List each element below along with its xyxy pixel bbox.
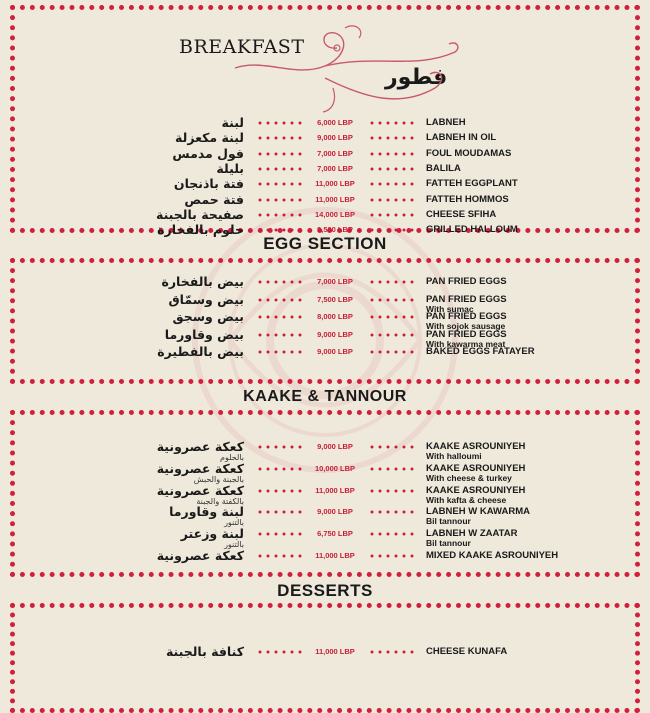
item-name-en-text: PAN FRIED EGGS <box>426 293 507 305</box>
item-price: 9,500 LBP <box>317 225 353 235</box>
item-name-en <box>426 132 496 143</box>
item-subtitle-ar: بالحلوم <box>220 453 244 462</box>
breakfast-title-ar: فطور <box>385 65 448 90</box>
item-name-ar <box>161 276 244 288</box>
dotted-leader <box>256 444 302 450</box>
item-subtitle-ar: بالتنور <box>224 518 244 528</box>
item-price: 9,000 LBP <box>317 507 353 517</box>
menu-item <box>10 441 640 465</box>
dotted-leader <box>256 135 302 141</box>
item-name-en-text: KAAKE ASROUNIYEH <box>426 484 526 496</box>
item-name-ar <box>184 191 244 207</box>
dotted-leader <box>368 135 414 141</box>
item-name-ar <box>166 646 244 658</box>
item-subtitle-en: With halloumi <box>426 451 482 461</box>
item-name-ar-text: كعكة عصرونية <box>156 482 244 498</box>
dotted-leader <box>368 332 414 338</box>
item-name-en <box>426 117 466 128</box>
item-name-ar-text: فول مدمس <box>172 145 244 161</box>
item-subtitle-en: With cheese & turkey <box>426 472 512 483</box>
breakfast-title-en: BREAKFAST <box>179 36 305 58</box>
dotted-leader <box>368 531 414 537</box>
item-name-ar-text: كنافة بالجبنة <box>165 644 244 659</box>
item-name-ar <box>169 506 244 527</box>
menu-item <box>10 528 640 552</box>
dotted-leader <box>256 488 302 494</box>
dotted-leader <box>368 444 414 450</box>
dotted-leader <box>368 166 414 172</box>
dotted-leader <box>368 297 414 303</box>
egg-section-title: EGG SECTION <box>263 234 387 253</box>
item-price: 9,000 LBP <box>317 442 353 451</box>
menu-item <box>10 460 640 487</box>
menu-item <box>10 346 640 370</box>
item-name-en <box>426 485 525 505</box>
dotted-leader <box>256 314 302 320</box>
menu-item <box>10 482 640 509</box>
dotted-leader <box>368 120 414 126</box>
item-price: 6,000 LBP <box>317 118 353 127</box>
dotted-leader <box>256 553 302 559</box>
item-name-ar <box>172 311 244 323</box>
item-price: 9,000 LBP <box>317 347 353 356</box>
item-name-en <box>426 463 525 483</box>
item-name-en <box>426 209 496 220</box>
dotted-leader <box>256 509 302 515</box>
item-name-ar-text: كعكة عصرونية <box>156 460 244 476</box>
dotted-leader <box>256 466 302 472</box>
item-name-en-text: PAN FRIED EGGS <box>426 276 507 287</box>
dotted-leader <box>368 212 414 218</box>
item-subtitle-en: Bil tannour <box>426 538 471 549</box>
dotted-leader <box>368 279 414 285</box>
item-name-en <box>426 148 511 159</box>
item-name-ar <box>156 482 244 506</box>
dotted-leader <box>368 649 414 655</box>
item-name-ar-text: بيض بالفطيرة <box>157 344 244 359</box>
item-subtitle-en: Bil tannour <box>426 516 471 527</box>
item-name-en-text: FATTEH EGGPLANT <box>426 178 518 190</box>
item-name-en-text: GRILLED HALLOUM <box>426 224 518 236</box>
dotted-leader <box>256 279 302 285</box>
item-price: 9,000 LBP <box>317 329 353 339</box>
item-price: 11,000 LBP <box>315 179 355 189</box>
item-name-ar-text: بيض وسمّاق <box>168 291 244 307</box>
dotted-leader <box>256 181 302 187</box>
item-name-en-text: CHEESE SFIHA <box>426 208 497 220</box>
item-price: 7,500 LBP <box>317 294 353 304</box>
item-name-en <box>426 506 530 526</box>
item-subtitle-en: With sumac <box>426 303 474 314</box>
kaake-section-box <box>10 410 640 577</box>
dotted-leader <box>256 120 302 126</box>
item-name-ar-text: لبنة مكعزلة <box>175 130 244 146</box>
item-name-ar <box>168 291 244 307</box>
item-name-ar-text: بليلة <box>216 160 244 176</box>
item-name-ar <box>172 145 244 161</box>
item-name-en-text: CHEESE KUNAFA <box>426 646 508 657</box>
item-name-ar <box>156 206 244 222</box>
dotted-leader <box>256 531 302 537</box>
item-price: 7,000 LBP <box>317 163 353 173</box>
item-name-ar-text: بيض بالفخارة <box>161 274 244 289</box>
item-name-en <box>426 194 509 205</box>
menu-item <box>10 506 640 530</box>
item-name-ar-text: لبنة وزعتر <box>180 526 244 542</box>
item-name-ar-text: لبنة وقاورما <box>169 504 244 520</box>
dotted-leader <box>368 151 414 157</box>
item-name-ar-text: لبنة <box>221 115 244 130</box>
item-name-ar <box>181 528 244 549</box>
item-price: 11,000 LBP <box>315 551 355 560</box>
item-name-ar <box>157 441 244 462</box>
flourish-ornament-icon <box>225 18 465 118</box>
item-name-en-text: KAAKE ASROUNIYEH <box>426 441 526 452</box>
item-name-ar-text: بيض وقاورما <box>164 326 244 342</box>
item-name-ar <box>216 160 244 176</box>
item-subtitle-ar: بالتنور <box>224 540 244 550</box>
dotted-leader <box>256 349 302 355</box>
item-name-ar <box>175 132 244 144</box>
dotted-leader <box>368 466 414 472</box>
desserts-section-box <box>10 603 640 713</box>
item-name-en-text: PAN FRIED EGGS <box>426 328 507 340</box>
item-name-ar <box>157 550 244 562</box>
item-name-ar <box>174 178 244 190</box>
dotted-leader <box>256 212 302 218</box>
dotted-leader <box>256 166 302 172</box>
item-name-en <box>426 528 517 548</box>
item-price: 11,000 LBP <box>315 194 355 204</box>
item-name-en <box>426 646 507 657</box>
item-name-en-text: PAN FRIED EGGS <box>426 311 507 322</box>
item-subtitle-en: With sojok sausage <box>426 321 506 331</box>
item-name-ar-text: كعكة عصرونية <box>156 548 244 563</box>
dotted-leader <box>368 181 414 187</box>
item-price: 14,000 LBP <box>314 209 356 219</box>
breakfast-box <box>10 5 640 238</box>
item-price: 11,000 LBP <box>315 647 355 656</box>
dotted-leader <box>256 227 302 233</box>
item-subtitle-ar: بالكفتة والجبنة <box>196 496 244 506</box>
menu-item <box>10 550 640 574</box>
item-name-en-text: BALILA <box>426 162 461 174</box>
dotted-leader <box>368 227 414 233</box>
item-price: 10,000 LBP <box>314 463 356 473</box>
menu-item <box>10 646 640 670</box>
item-name-ar <box>157 346 244 358</box>
item-price: 9,000 LBP <box>317 133 353 143</box>
item-price: 7,000 LBP <box>317 148 353 158</box>
item-name-en <box>426 178 518 189</box>
item-price: 7,000 LBP <box>317 277 353 286</box>
dotted-leader <box>256 197 302 203</box>
item-name-en-text: LABNEH IN OIL <box>426 132 497 144</box>
dotted-leader <box>368 488 414 494</box>
item-name-en <box>426 550 558 561</box>
item-name-en <box>426 163 461 174</box>
item-name-ar <box>222 117 244 129</box>
egg-section-box <box>10 258 640 384</box>
desserts-section-title: DESSERTS <box>277 581 373 600</box>
item-name-en-text: MIXED KAAKE ASROUNIYEH <box>426 550 559 561</box>
item-name-en-text: LABNEH W ZAATAR <box>426 528 518 540</box>
item-subtitle-ar: بالجبنة والحبش <box>193 474 244 484</box>
dotted-leader <box>368 197 414 203</box>
item-name-ar <box>156 460 244 484</box>
item-name-en-text: FATTEH HOMMOS <box>426 193 509 205</box>
item-name-en-text: LABNEH W KAWARMA <box>426 506 530 518</box>
item-name-en <box>426 346 535 357</box>
dotted-leader <box>368 553 414 559</box>
item-name-ar-text: حلوم بالفخارة <box>157 222 244 238</box>
item-name-ar-text: صفيحة بالجبنة <box>156 206 244 222</box>
item-subtitle-en: With kafta & cheese <box>426 494 507 505</box>
item-name-en-text: LABNEH <box>426 117 466 128</box>
item-name-ar <box>164 326 244 342</box>
item-name-ar-text: كعكة عصرونية <box>156 439 244 454</box>
dotted-leader <box>256 649 302 655</box>
dotted-leader <box>368 349 414 355</box>
item-subtitle-en: With kawarma meat <box>426 338 506 349</box>
item-name-en-text: KAAKE ASROUNIYEH <box>426 462 526 474</box>
dotted-leader <box>256 151 302 157</box>
item-name-en-text: BAKED EGGS FATAYER <box>426 346 535 357</box>
dotted-leader <box>368 314 414 320</box>
kaake-section-title: KAAKE & TANNOUR <box>243 388 407 405</box>
item-price: 11,000 LBP <box>315 485 355 495</box>
dotted-leader <box>368 509 414 515</box>
dotted-leader <box>256 332 302 338</box>
item-price: 8,000 LBP <box>317 312 353 321</box>
item-name-en <box>426 441 525 461</box>
dotted-leader <box>256 297 302 303</box>
item-name-ar-text: بيض وسجق <box>172 309 244 324</box>
item-name-ar-text: فتة حمص <box>184 191 244 207</box>
item-name-en <box>426 276 507 287</box>
item-price: 6,750 LBP <box>317 529 353 539</box>
item-name-ar-text: فتة باذنجان <box>173 176 244 192</box>
item-name-en-text: FOUL MOUDAMAS <box>426 147 512 159</box>
